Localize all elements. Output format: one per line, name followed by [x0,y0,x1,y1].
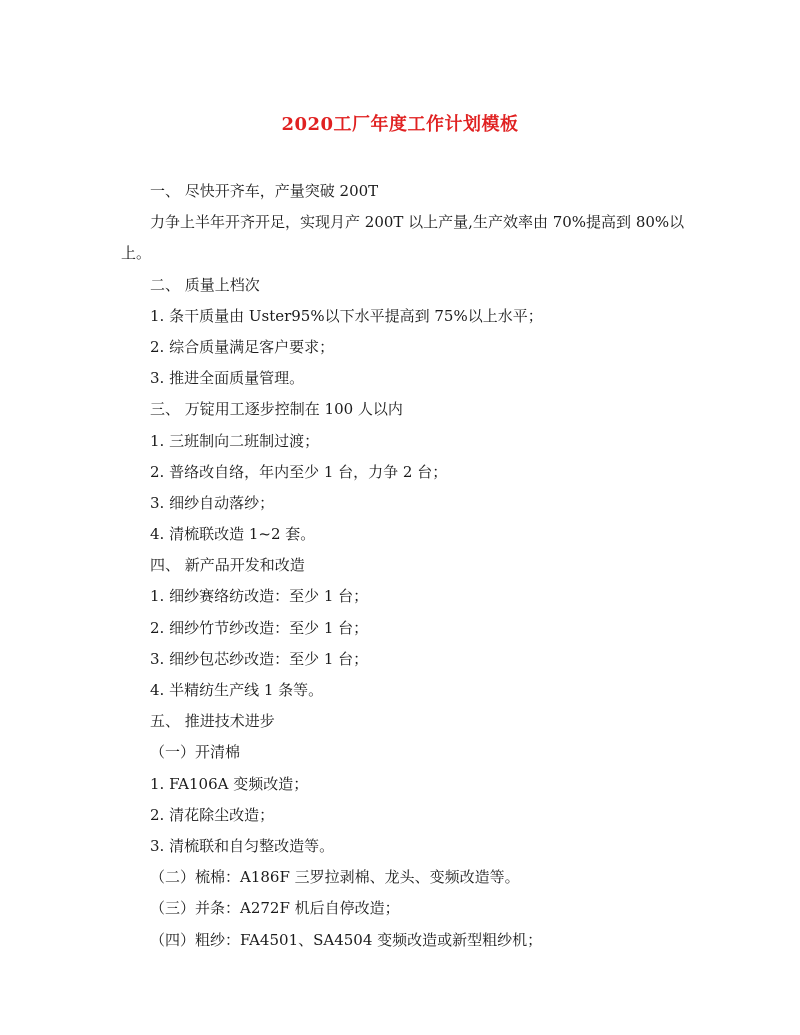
section-heading-3: 三、 万锭用工逐步控制在 100 人以内 [150,400,403,419]
section-heading-2: 二、 质量上档次 [150,275,260,294]
list-item: 3. 推进全面质量管理。 [150,369,305,388]
list-item: 2. 综合质量满足客户要求； [150,337,335,356]
subsection-heading: （三）并条：A272F 机后自停改造； [150,899,400,918]
subsection-heading: （二）梳棉：A186F 三罗拉剥棉、龙头、变频改造等。 [150,868,520,887]
list-item: 4. 清梳联改造 1~2 套。 [150,525,316,544]
document-title: 2020工厂年度工作计划模板 [281,114,519,135]
document-body [121,176,685,956]
list-item: 4. 半精纺生产线 1 条等。 [150,681,324,699]
section-heading-1: 一、 尽快开齐车，产量突破 200T [150,182,379,200]
list-item: 3. 细纱自动落纱； [150,493,275,512]
section-heading-4: 四、 新产品开发和改造 [150,556,305,575]
subsection-heading: （一）开清棉 [150,743,241,762]
subsection-heading: （四）粗纱：FA4501、SA4504 变频改造或新型粗纱机； [150,930,543,949]
list-item: 1. 三班制向二班制过渡； [150,431,320,450]
paragraph-line-continued: 上。 [121,244,152,263]
list-item: 3. 细纱包芯纱改造：至少 1 台； [150,649,369,668]
list-item: 3. 清梳联和自匀整改造等。 [150,836,335,855]
list-item: 1. 条干质量由 Uster95%以下水平提高到 75%以上水平； [150,306,543,325]
list-item: 1. 细纱赛络纺改造：至少 1 台； [150,587,369,606]
list-item: 1. FA106A 变频改造； [150,774,309,793]
paragraph-line: 力争上半年开齐开足，实现月产 200T 以上产量,生产效率由 70%提高到 80%以 [150,213,685,232]
list-item: 2. 清花除尘改造； [150,805,275,824]
section-heading-5: 五、 推进技术进步 [150,712,275,731]
list-item: 2. 普络改自络，年内至少 1 台，力争 2 台； [150,462,448,481]
list-item: 2. 细纱竹节纱改造：至少 1 台； [150,618,369,637]
